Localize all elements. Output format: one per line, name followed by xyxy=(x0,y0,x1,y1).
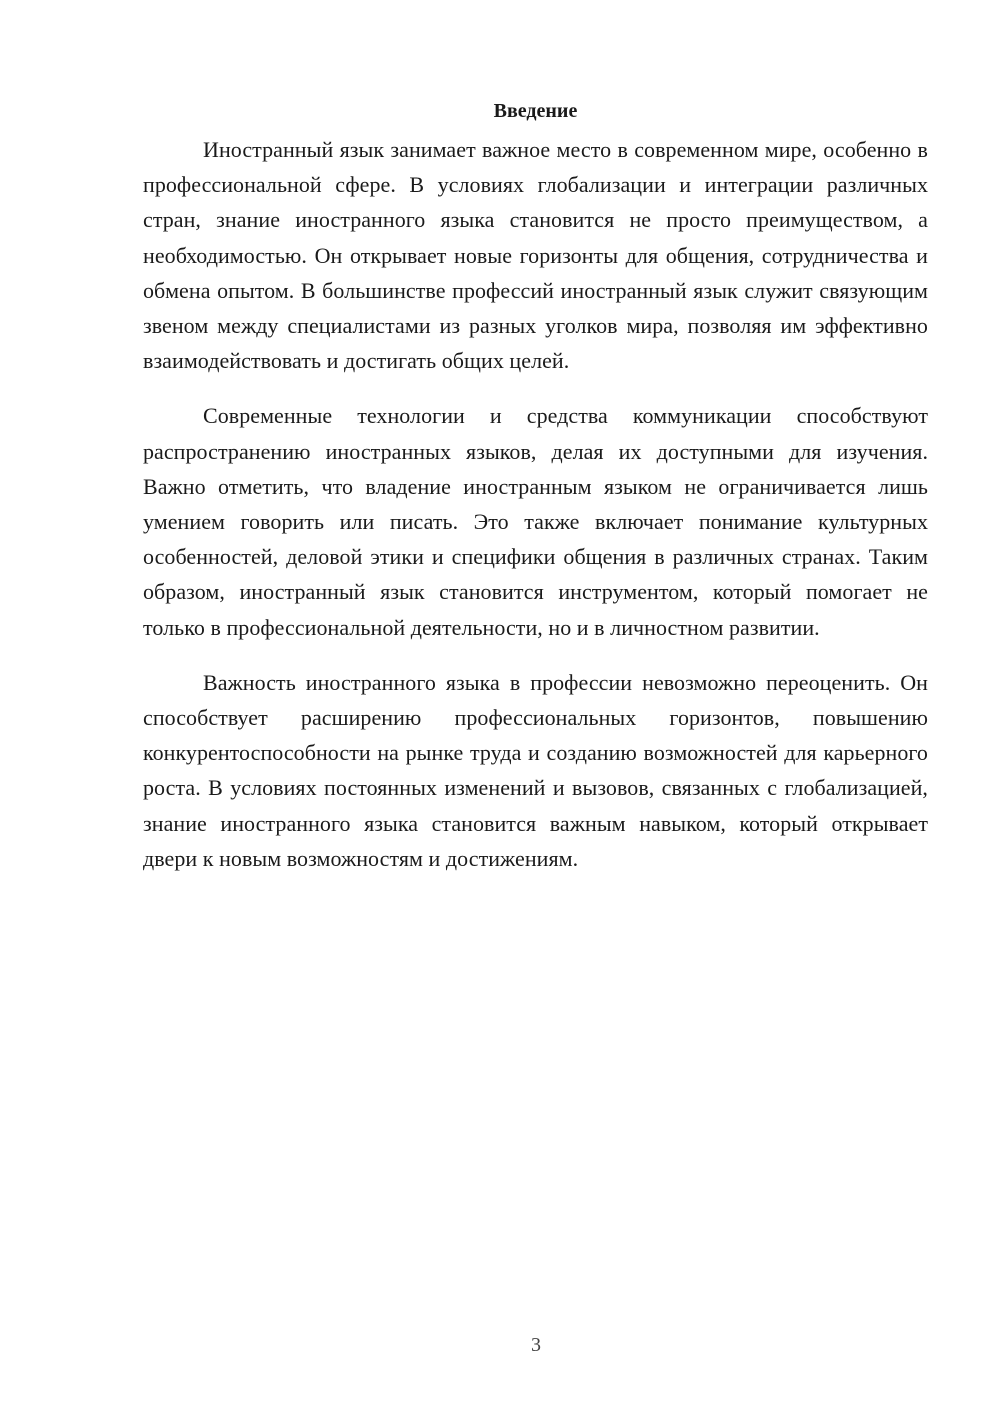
paragraph: Современные технологии и средства коммуникации способствуют распространению иностранных языков, делая их доступными для изучения. Важно отметить, что владение иностранным языком не ограничивается лишь умением говорить или писать. Это также включает понимание культурных особенностей, деловой этики и специфики общения в различных странах. Таким образом, иностранный язык становится инструментом, который помогает не только в профессиональной деятельности, но и в личностном развитии. xyxy=(143,403,928,640)
paragraph: Иностранный язык занимает важное место в современном мире, особенно в профессиональной сфере. В условиях глобализации и интеграции различных стран, знание иностранного языка становится не просто преимуществом, а необходимостью. Он открывает новые горизонты для общения, сотрудничества и обмена опытом. В большинстве профессий иностранный язык служит связующим звеном между специалистами из разных уголков мира, позволяя им эффективно взаимодействовать и достигать общих целей. xyxy=(143,137,928,374)
page-content xyxy=(143,94,928,896)
paragraph: Важность иностранного языка в профессии невозможно переоценить. Он способствует расширению профессиональных горизонтов, повышению конкурентоспособности на рынке труда и созданию возможностей для карьерного роста. В условиях постоянных изменений и вызовов, связанных с глобализацией, знание иностранного языка становится важным навыком, который открывает двери к новым возможностям и достижениям. xyxy=(143,669,928,871)
page-number: 3 xyxy=(531,1334,541,1356)
section-heading: Введение xyxy=(493,100,578,122)
